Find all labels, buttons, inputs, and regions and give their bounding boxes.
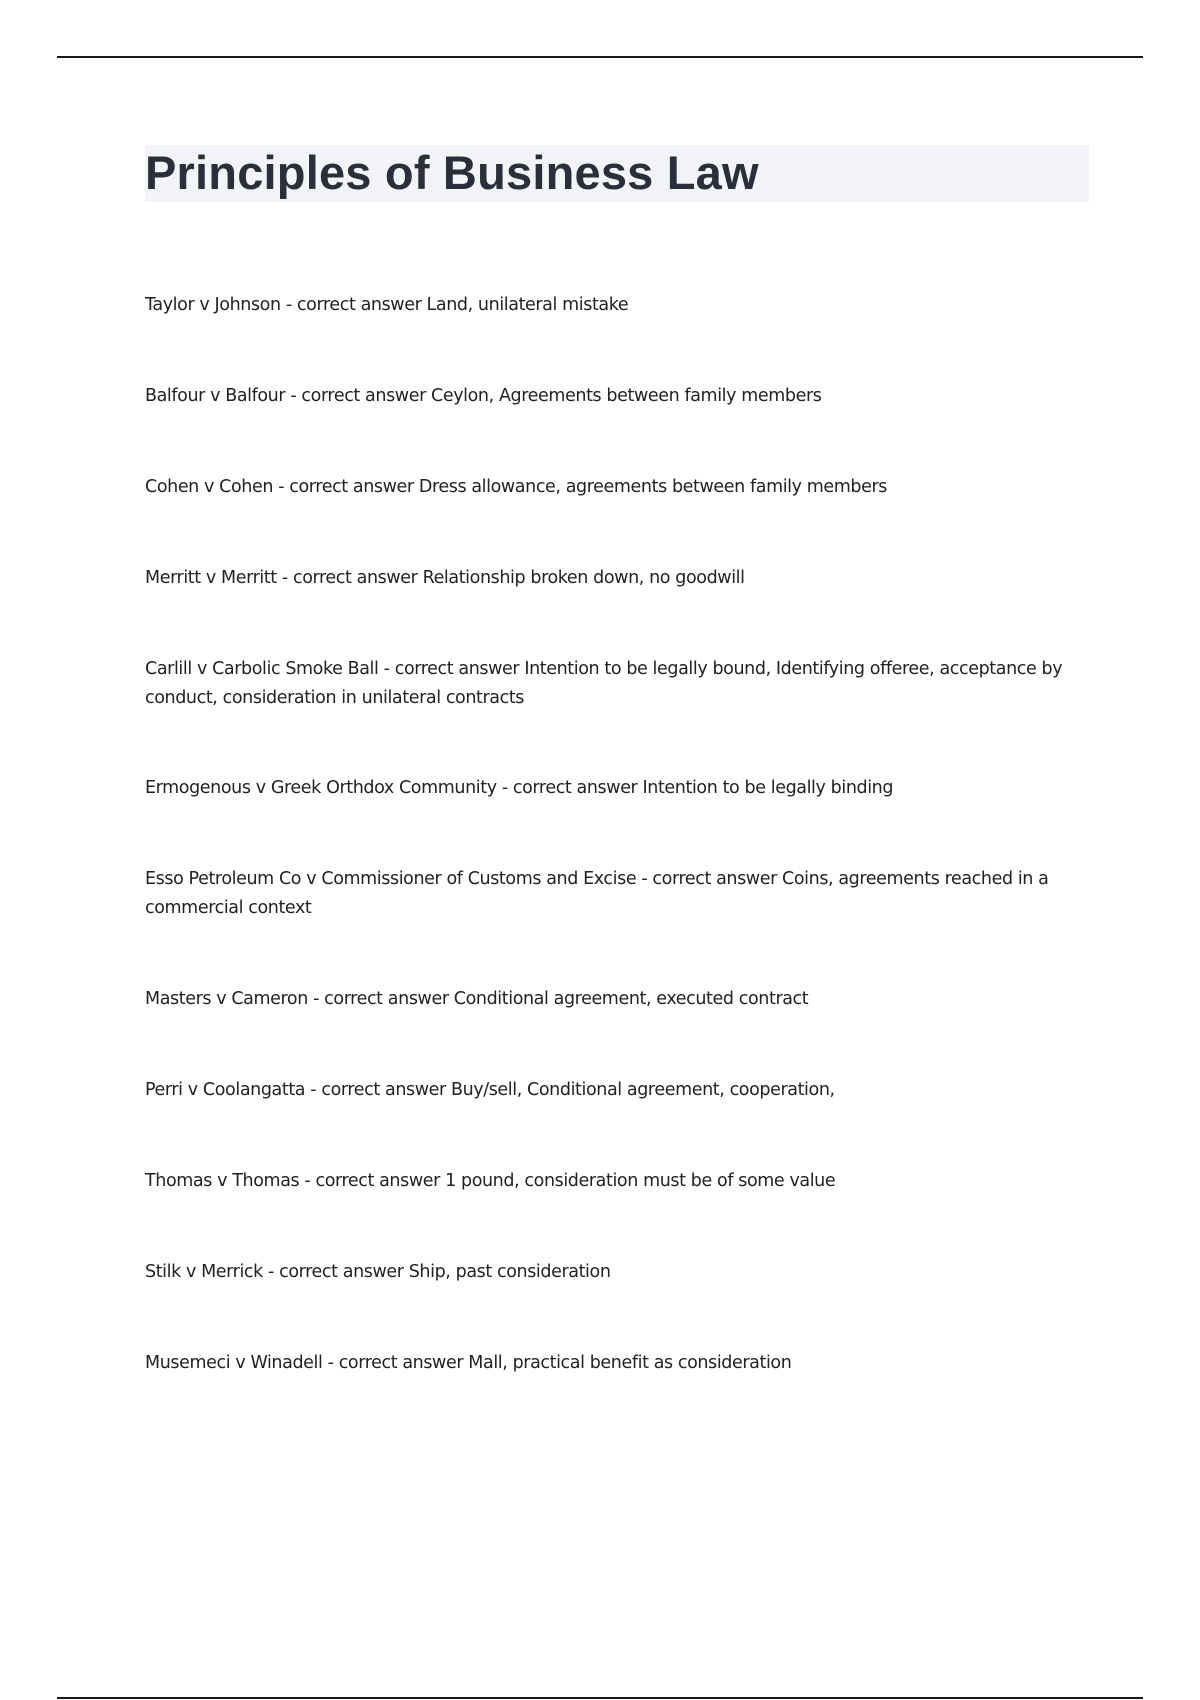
entry-cohen-v-cohen: Cohen v Cohen - correct answer Dress allowance, agreements between family members: [145, 477, 888, 497]
entry-taylor-v-johnson: Taylor v Johnson - correct answer Land, unilateral mistake: [145, 295, 629, 315]
page-title: Principles of Business Law: [145, 146, 759, 199]
entry-balfour-v-balfour: Balfour v Balfour - correct answer Ceylon, Agreements between family members: [145, 386, 822, 406]
entry-ermogenous: Ermogenous v Greek Orthdox Community - correct answer Intention to be legally binding: [145, 778, 894, 798]
entry-thomas-v-thomas: Thomas v Thomas - correct answer 1 pound, consideration must be of some value: [145, 1171, 836, 1191]
top-rule: [57, 56, 1143, 58]
entry-masters-v-cameron: Masters v Cameron - correct answer Conditional agreement, executed contract: [145, 989, 809, 1009]
entry-carlill-v-carbolic: Carlill v Carbolic Smoke Ball - correct answer Intention to be legally bound, Identifying offeree, acceptance by conduct, consideration in unilateral contracts: [145, 659, 1063, 708]
entry-stilk-v-merrick: Stilk v Merrick - correct answer Ship, past consideration: [145, 1262, 611, 1282]
entry-perri-v-coolangatta: Perri v Coolangatta - correct answer Buy/sell, Conditional agreement, cooperation,: [145, 1080, 835, 1100]
bottom-rule: [57, 1697, 1143, 1699]
entry-musemeci-v-winadell: Musemeci v Winadell - correct answer Mall, practical benefit as consideration: [145, 1353, 792, 1373]
entry-esso-petroleum: Esso Petroleum Co v Commissioner of Customs and Excise - correct answer Coins, agreements reached in a commercial context: [145, 869, 1049, 918]
entry-merritt-v-merritt: Merritt v Merritt - correct answer Relationship broken down, no goodwill: [145, 568, 745, 588]
